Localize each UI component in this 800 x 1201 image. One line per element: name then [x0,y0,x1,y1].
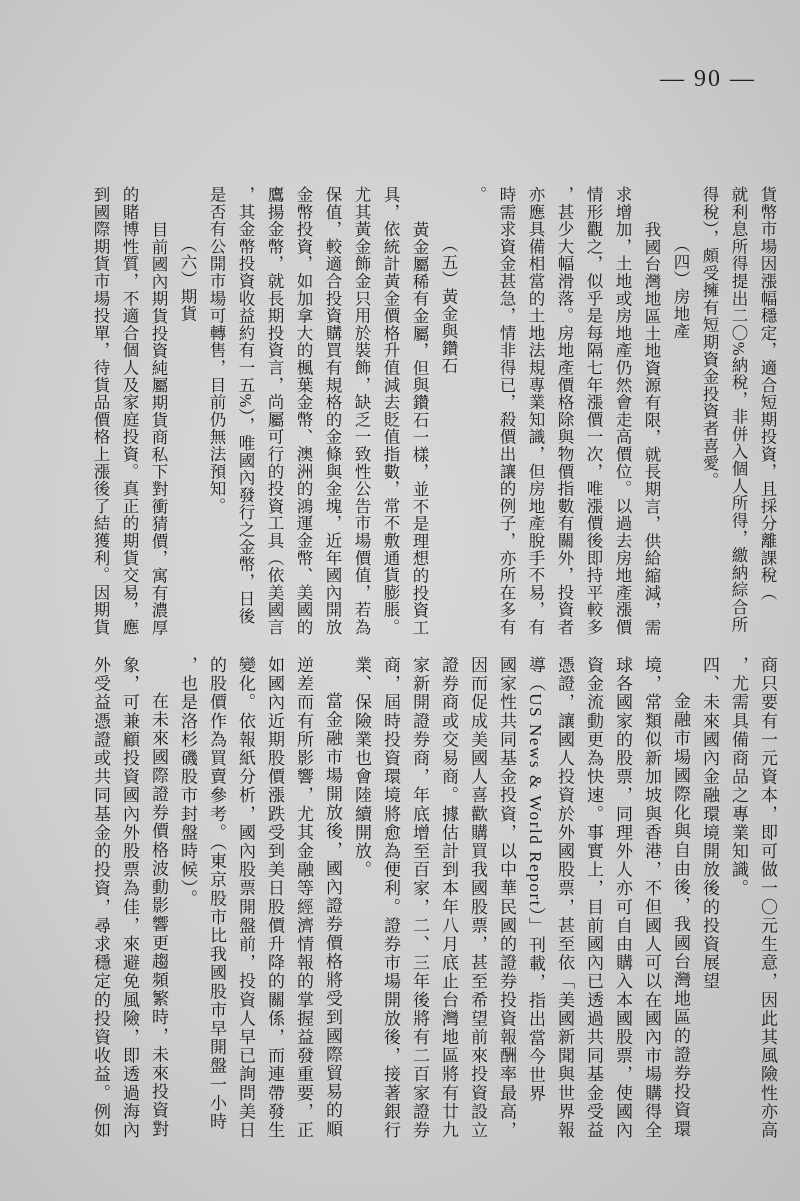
chapter-heading: 四、未來國內金融環境開放後的投資展望 [700,656,719,991]
section-heading: （六）期貨 [178,235,197,322]
text-column: 變化。依報紙分析，國內股票開盤前，投資人早已詢問美日 [236,656,255,1140]
text-column: 得稅），頗受擁有短期資金投資者喜愛。 [700,186,719,490]
text-column: 保值，較適合投資購買有規格的金條與金塊，近年國內開放 [323,186,342,636]
text-column: 的股價作為買賣參考。（東京股市比我國股市早開盤一小時 [207,656,226,1132]
text-column: 象，可兼顧投資國內外股票為佳，來避免風險，即透過海內 [120,656,139,1140]
text-column: 金融市場國際化與自由後，我國台灣地區的證券投資環 [671,691,690,1139]
text-column: 當金融市場開放後，國內證券價格將受到國際貿易的順 [323,691,342,1139]
text-column: 亦應具備相當的土地法規專業知識，但房地產脫手不易，有 [526,186,545,636]
upper-text-block [86,186,782,648]
text-column: 證券商或交易商。據估計到本年八月底止台灣地區將有廿九 [439,656,458,1140]
page-number: — 90 — [660,66,756,92]
text-column: 是否有公開市場可轉售，目前仍無法預知。 [207,186,226,515]
text-column: 求增加，土地或房地產仍然會走高價位。以過去房地產漲價 [613,186,632,636]
text-column: 外受益憑證或共同基金的投資，尋求穩定的投資收益。例如 [91,656,110,1140]
text-column: 球各國家的股票，同理外人亦可自由購入本國股票，使國內 [613,656,632,1140]
text-column: 商，屆時投資環境將愈為便利。證券市場開放後，接著銀行 [381,656,400,1140]
text-column: 如國內近期股價漲跌受到美日股價升降的關係，而連帶發生 [265,656,284,1140]
text-column: 的賭博性質，不適合個人及家庭投資。真正的期貨交易，應 [120,186,139,636]
text-column: 黃金屬稀有金屬，但與鑽石一樣，並不是理想的投資工 [410,220,429,636]
text-column: 貨幣市場因漲幅穩定，適合短期投資，且採分離課稅（ [758,186,777,602]
text-column: 我國台灣地區土地資源有限，就長期言，供給縮減，需 [642,220,661,636]
text-column: 家新開證券商，年底增至百家，二、三年後將有二百家證券 [410,656,429,1140]
text-column: ，也是洛杉磯股市封盤時候）。 [178,656,197,908]
text-column: 具，依統計黃金價格升值減去貶值指數，常不敷通貨膨脹。 [381,186,400,636]
section-heading: （四）房地產 [671,235,690,340]
text-column: 情形觀之，似乎是每隔七年漲價一次，唯漲價後即持平較多 [584,186,603,636]
lower-text-block [86,656,782,1156]
text-column: 憑證，讓國人投資於外國股票，甚至依「美國新聞與世界報 [555,656,574,1140]
text-column: ，甚少大幅滑落。房地產價格除與物價指數有關外，投資者 [555,186,574,636]
text-column: 導（US News & World Report）」刊載，指出當今世界 [526,656,545,1104]
text-column: 就利息所得提出二〇%納稅，非併入個人所得，繳納綜合所 [729,186,748,634]
text-column: ，其金幣投資收益約有一五%），唯國內發行之金幣，日後 [236,186,255,625]
text-column: 商只要有一元資本，即可做一〇元生意，因此其風險性亦高 [758,656,777,1140]
text-column: 時需求資金甚急，情非得已，殺價出讓的例子，亦所在多有 [497,186,516,636]
text-column: 目前國內期貨投資純屬期貨商私下對衝猜價，寓有濃厚 [149,220,168,636]
text-column: 資金流動更為快速。事實上，目前國內已透過共同基金受益 [584,656,603,1140]
section-heading: （五）黃金與鑽石 [439,235,458,374]
text-column: 尤其黃金飾金只用於裝飾，缺乏一致性公告市場價值，若為 [352,186,371,636]
text-column: ，尤需具備商品之專業知識。 [729,656,748,898]
text-column: 國家性共同基金投資，以中華民國的證券投資報酬率最高， [497,656,516,1140]
text-column: 鷹揚金幣，就長期投資言，尚屬可行的投資工具（依美國言 [265,186,284,636]
text-column: 到國際期貨市場投單，待貨品價格上漲後了結獲利。因期貨 [91,186,110,636]
text-column: 因而促成美國人喜歡購買我國股票，甚至希望前來投資設立 [468,656,487,1140]
text-column: 在未來國際證券價格波動影響更趨頻繁時，未來投資對 [149,691,168,1139]
text-column: 業、保險業也會陸續開放。 [352,656,371,880]
text-column: 。 [468,186,487,204]
text-column: 逆差而有所影響，尤其金融等經濟情報的掌握益發重要，正 [294,656,313,1140]
text-column: 金幣投資，如加拿大的楓葉金幣、澳洲的鴻運金幣、美國的 [294,186,313,636]
text-column: 境，常類似新加坡與香港，不但國人可以在國內市場購得全 [642,656,661,1140]
